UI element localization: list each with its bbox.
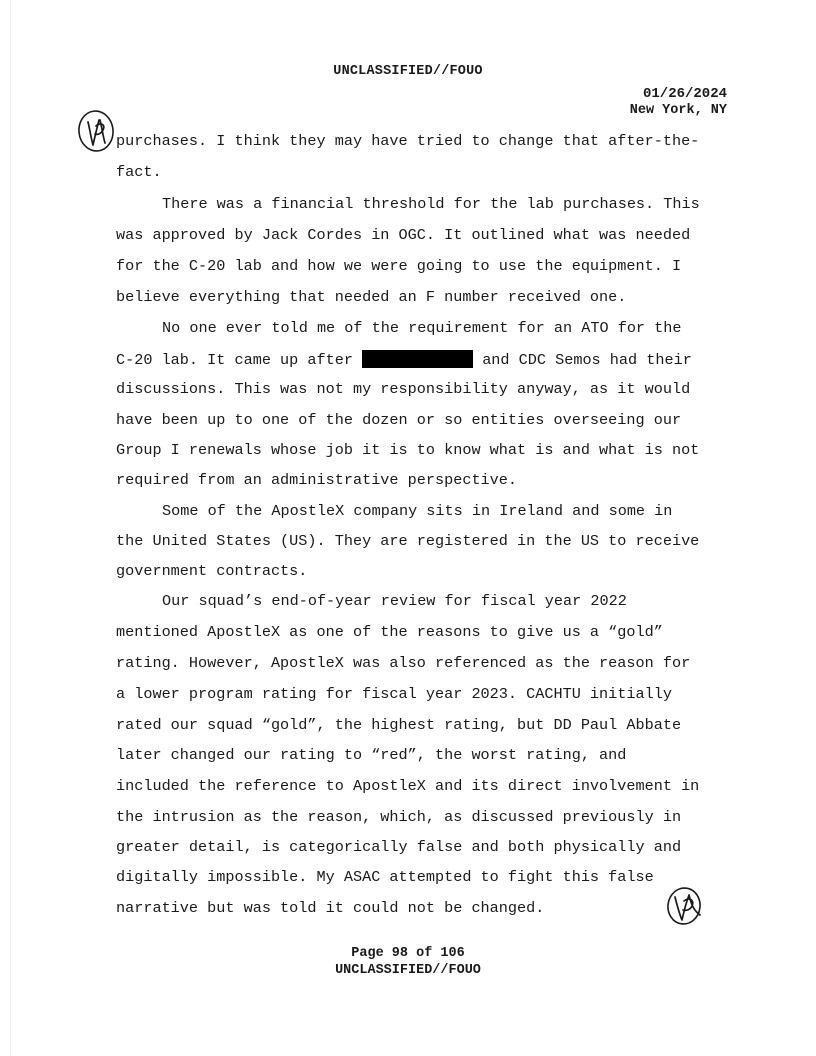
body-line: digitally impossible. My ASAC attempted to fight this false <box>116 868 654 886</box>
scan-edge <box>10 0 11 1056</box>
body-line: discussions. This was not my responsibility anyway, as it would <box>116 380 691 398</box>
body-line: a lower program rating for fiscal year 2023. CACHTU initially <box>116 685 672 703</box>
body-line: rating. However, ApostleX was also referenced as the reason for <box>116 654 691 672</box>
header-date: 01/26/2024 <box>642 86 727 102</box>
body-line-start: C-20 lab. It came up after <box>116 351 363 369</box>
body-line: included the reference to ApostleX and its direct involvement in <box>116 777 700 795</box>
body-line-end: and CDC Semos had their <box>473 351 692 369</box>
body-line: No one ever told me of the requirement for an ATO for the <box>162 319 682 337</box>
body-line: was approved by Jack Cordes in OGC. It outlined what was needed <box>116 226 691 244</box>
body-line: greater detail, is categorically false and both physically and <box>116 838 682 856</box>
body-line: rated our squad “gold”, the highest rating, but DD Paul Abbate <box>116 716 682 734</box>
body-line: mentioned ApostleX as one of the reasons to give us a “gold” <box>116 623 663 641</box>
header-location: New York, NY <box>629 103 727 118</box>
body-line: government contracts. <box>116 562 308 580</box>
handwritten-initials-icon <box>664 884 704 928</box>
body-line: later changed our rating to “red”, the worst rating, and <box>116 746 627 764</box>
body-line: There was a financial threshold for the lab purchases. This <box>162 195 700 213</box>
body-line: fact. <box>116 163 162 181</box>
body-line-redacted <box>116 350 692 369</box>
body-line: for the C-20 lab and how we were going to use the equipment. I <box>116 257 682 275</box>
footer-page-number: Page 98 of 106 <box>351 946 465 961</box>
body-line: purchases. I think they may have tried to change that after-the- <box>116 132 700 150</box>
body-line: believe everything that needed an F number received one. <box>116 288 627 306</box>
redaction-block <box>362 350 473 368</box>
body-line: narrative but was told it could not be changed. <box>116 899 545 917</box>
body-line: the United States (US). They are registered in the US to receive <box>116 532 700 550</box>
header-classification: UNCLASSIFIED//FOUO <box>333 64 483 79</box>
handwritten-initials-icon <box>76 108 116 154</box>
body-line: Some of the ApostleX company sits in Ireland and some in <box>162 502 673 520</box>
body-line: have been up to one of the dozen or so entities overseeing our <box>116 411 682 429</box>
body-line: required from an administrative perspective. <box>116 471 518 489</box>
footer-classification: UNCLASSIFIED//FOUO <box>335 963 481 978</box>
body-line: Group I renewals whose job it is to know what is and what is not <box>116 441 700 459</box>
body-line: Our squad’s end-of-year review for fiscal year 2022 <box>162 592 627 610</box>
body-line: the intrusion as the reason, which, as discussed previously in <box>116 808 682 826</box>
